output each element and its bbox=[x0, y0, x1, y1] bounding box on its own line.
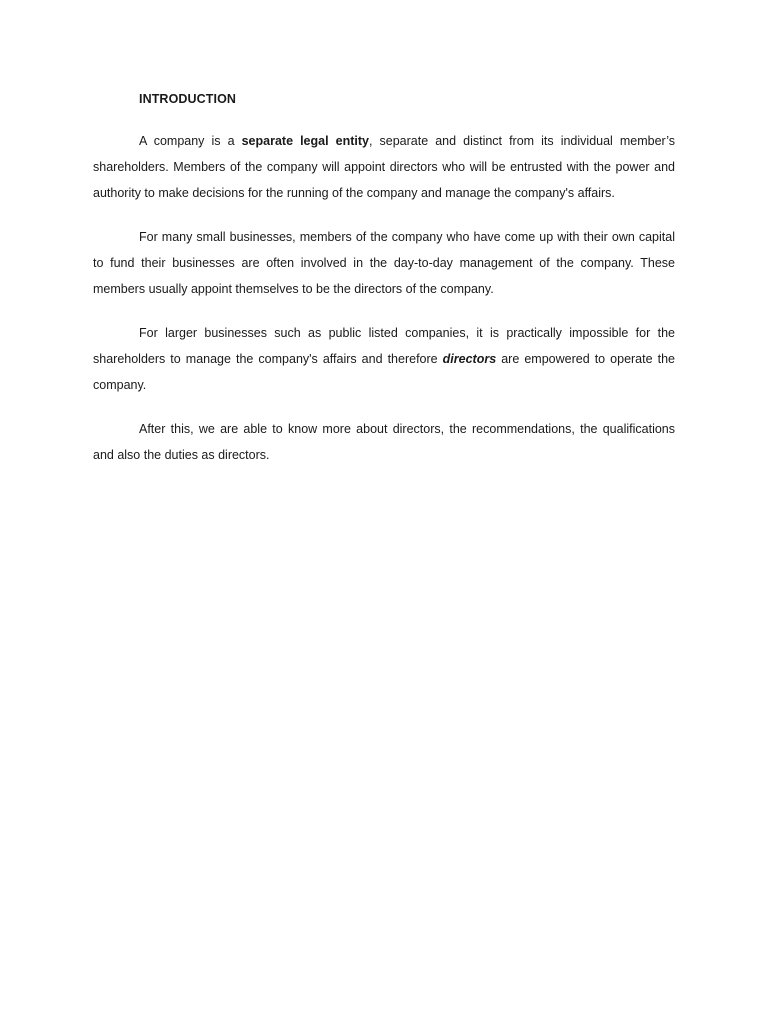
paragraph-3 bbox=[93, 320, 675, 398]
paragraph-3-text-start: For larger businesses such as public listed companies, it is practically impossible for the shareholders to manage the company's affairs and therefore bbox=[93, 326, 675, 366]
paragraph-1 bbox=[93, 128, 675, 206]
paragraph-3-text-end: are empowered to operate the company. bbox=[93, 352, 675, 392]
section-heading: INTRODUCTION bbox=[139, 92, 237, 106]
paragraph-4: After this, we are able to know more about directors, the recommendations, the qualifications and also the duties as directors. bbox=[93, 422, 675, 462]
paragraph-3-emphasis: directors bbox=[442, 352, 497, 366]
paragraph-1-text-start: A company is a bbox=[139, 134, 242, 148]
paragraph-1-emphasis: separate legal entity bbox=[241, 134, 369, 148]
paragraph-1-text-end: , separate and distinct from its individual member’s shareholders. Members of the company will appoint directors who will be entrusted with the power and authority to make decisions for the running of the company and manage the company's affairs. bbox=[93, 134, 675, 200]
document-page bbox=[93, 92, 675, 486]
paragraph-2: For many small businesses, members of the company who have come up with their own capital to fund their businesses are often involved in the day-to-day management of the company. These members usually appoint themselves to be the directors of the company. bbox=[93, 230, 675, 296]
